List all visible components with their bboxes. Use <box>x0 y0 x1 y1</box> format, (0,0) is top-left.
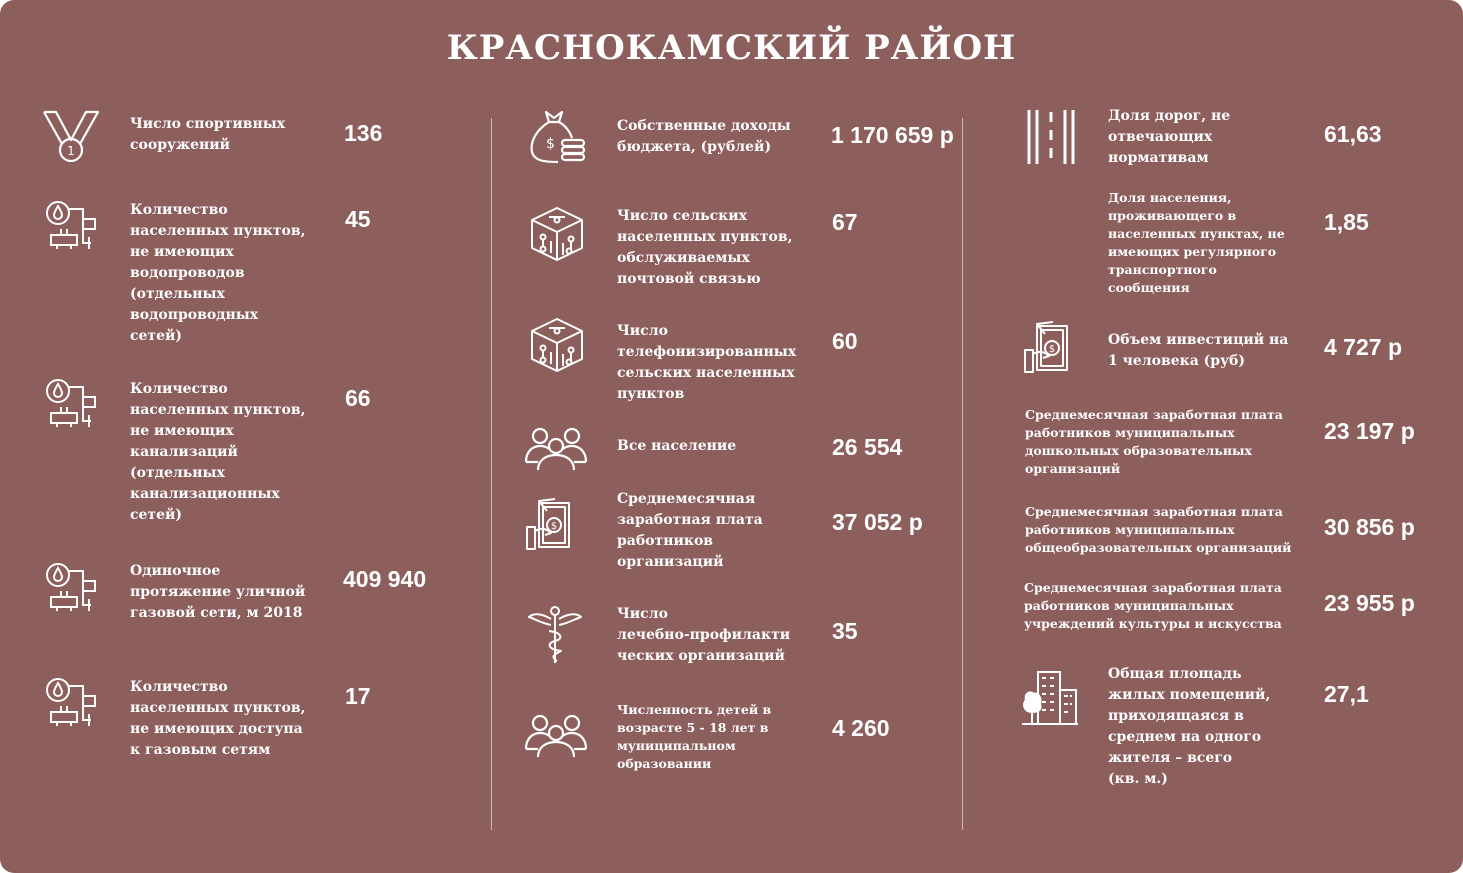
gas-pipe-icon <box>45 561 99 613</box>
column-divider-left <box>491 118 492 830</box>
road-icon <box>1025 108 1077 166</box>
stat-label-telephone-settlements: Число телефонизированных сельских населенных пунктов <box>617 323 797 402</box>
stat-value-no-regular-transport: 1,85 <box>1324 209 1369 235</box>
stat-value-substandard-roads: 61,63 <box>1324 121 1382 147</box>
gas-pipe-icon <box>45 676 99 728</box>
stat-label-total-population: Все население <box>617 438 737 454</box>
people-group-icon <box>524 713 588 759</box>
stat-value-average-salary: 37 052 р <box>832 509 923 535</box>
stat-label-salary-general-education: Среднемесячная заработная плата работников муниципальных общеобразовательных организаций <box>1025 504 1292 555</box>
stat-value-total-population: 26 554 <box>832 434 903 460</box>
building-icon <box>1020 668 1080 728</box>
stat-label-medical-organizations: Число лечебно-профилакти ческих организаций <box>617 606 791 664</box>
stat-label-living-area-per-resident: Общая площадь жилых помещений, приходящаяся в среднем на одного жителя – всего (кв. м.) <box>1108 666 1271 787</box>
stat-label-no-sewerage: Количество населенных пунктов, не имеющих канализаций (отдельных канализационных сетей) <box>130 381 306 523</box>
column-divider-right <box>962 118 963 830</box>
stat-label-children-5-18: Численность детей в возрасте 5 - 18 лет в муниципальном образовании <box>617 702 772 771</box>
medal-icon <box>40 108 102 166</box>
stat-label-no-water-supply: Количество населенных пунктов, не имеющих водопроводов (отдельных водопроводных сетей) <box>130 202 306 344</box>
stat-label-investment-per-capita: Объем инвестиций на 1 человека (руб) <box>1108 332 1289 369</box>
stat-label-average-salary: Среднемесячная заработная плата работников организаций <box>617 491 763 570</box>
stat-value-salary-culture: 23 955 р <box>1324 590 1415 616</box>
stat-value-telephone-settlements: 60 <box>832 328 858 354</box>
people-group-icon <box>524 426 588 472</box>
network-cube-icon <box>529 316 585 374</box>
stat-value-sports-facilities: 136 <box>344 120 383 146</box>
stat-label-no-gas-access: Количество населенных пунктов, не имеющих доступа к газовым сетям <box>130 679 306 758</box>
stat-label-postal-settlements: Число сельских населенных пунктов, обслуживаемых почтовой связью <box>617 208 793 287</box>
svg-text:$: $ <box>1048 344 1056 355</box>
stat-value-salary-preschool: 23 197 р <box>1324 418 1415 444</box>
caduceus-icon <box>527 605 583 665</box>
network-cube-icon <box>529 205 585 263</box>
stat-value-budget-income: 1 170 659 р <box>831 122 954 148</box>
svg-text:1: 1 <box>67 144 75 158</box>
stat-value-salary-general-education: 30 856 р <box>1324 514 1415 540</box>
stat-label-substandard-roads: Доля дорог, не отвечающих нормативам <box>1108 108 1231 166</box>
stat-value-no-water-supply: 45 <box>345 206 371 232</box>
stat-value-children-5-18: 4 260 <box>832 715 890 741</box>
stat-label-sports-facilities: Число спортивных сооружений <box>130 116 286 153</box>
stat-value-postal-settlements: 67 <box>832 209 858 235</box>
stat-label-salary-preschool: Среднемесячная заработная плата работников муниципальных дошкольных образовательных организаций <box>1025 407 1283 476</box>
stat-value-living-area-per-resident: 27,1 <box>1324 681 1369 707</box>
stat-value-no-gas-access: 17 <box>345 683 371 709</box>
stat-label-salary-culture: Среднемесячная заработная плата работников муниципальных учреждений культуры и искусства <box>1024 580 1282 631</box>
salary-hand-icon <box>1023 320 1075 376</box>
svg-text:$: $ <box>546 136 555 152</box>
water-pipe-icon <box>45 377 99 429</box>
page-title: КРАСНОКАМСКИЙ РАЙОН <box>446 28 1017 68</box>
stat-value-medical-organizations: 35 <box>832 618 858 644</box>
salary-hand-icon <box>525 497 577 553</box>
stat-label-gas-network-length: Одиночное протяжение уличной газовой сети, м 2018 <box>130 563 306 621</box>
stat-value-no-sewerage: 66 <box>345 385 371 411</box>
svg-text:$: $ <box>550 521 558 532</box>
stat-value-investment-per-capita: 4 727 р <box>1324 334 1402 360</box>
money-bag-icon <box>528 108 588 166</box>
stat-label-budget-income: Собственные доходы бюджета, (рублей) <box>617 118 791 155</box>
stat-value-gas-network-length: 409 940 <box>343 566 427 592</box>
water-pipe-icon <box>45 199 99 251</box>
stat-label-no-regular-transport: Доля населения, проживающего в населенных пунктах, не имеющих регулярного транспортного сообщения <box>1108 190 1285 295</box>
